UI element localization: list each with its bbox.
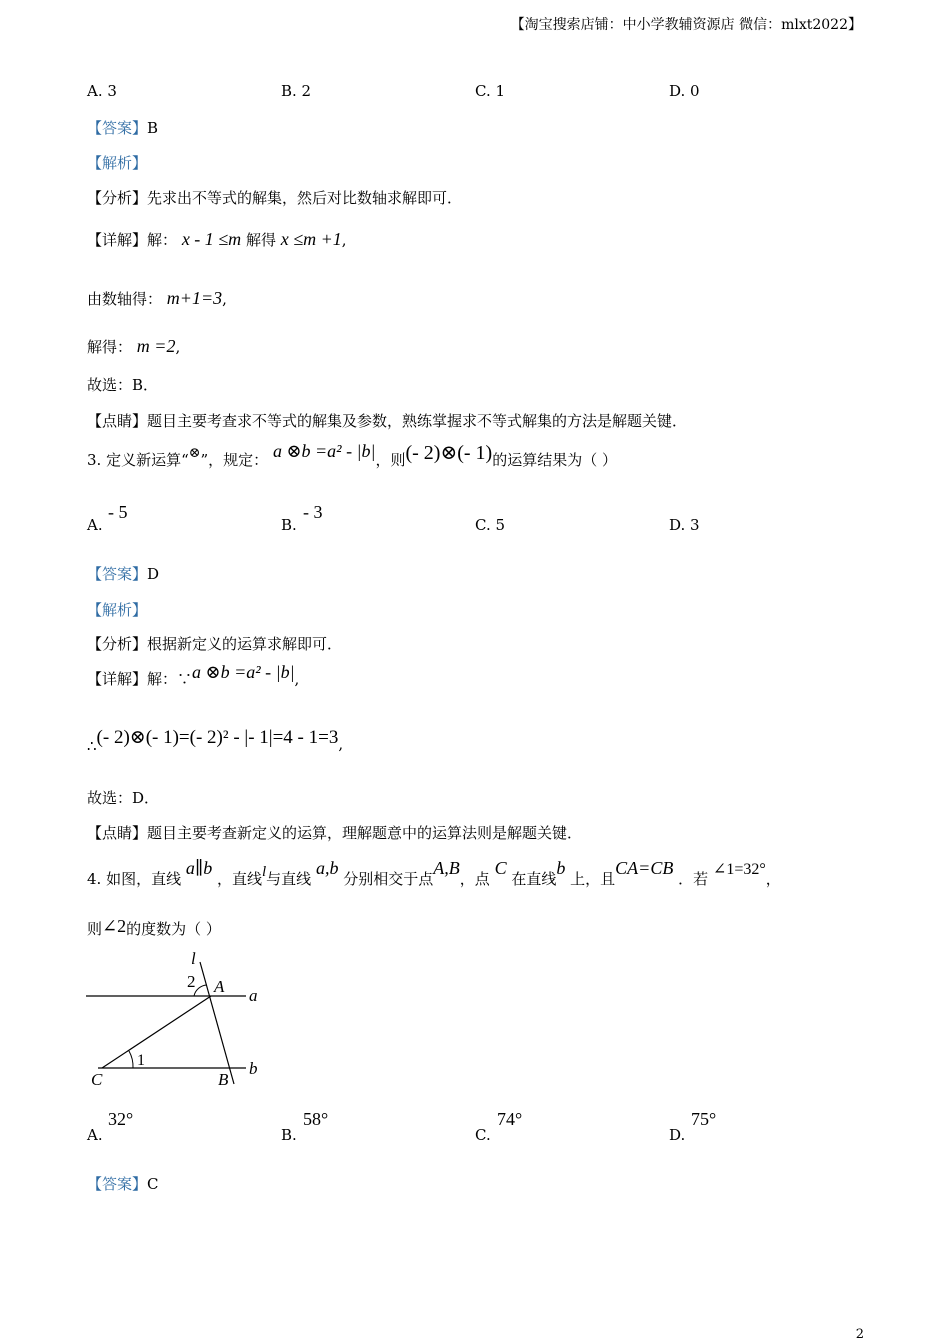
q2-choose: 故选：B． bbox=[87, 376, 159, 394]
segment-ca bbox=[102, 996, 211, 1068]
solve-math: m =2 bbox=[136, 336, 176, 356]
q3-calc-math: (- 2)⊗(- 1)=(- 2)² - |- 1|=4 - 1=3 bbox=[96, 727, 339, 748]
angle-2-arc bbox=[194, 985, 207, 996]
q4-math-l: l bbox=[262, 864, 267, 880]
q3-stem-a: 3. 定义新运算“ bbox=[87, 451, 189, 469]
inequality-math: x - 1 ≤m bbox=[181, 229, 242, 249]
fenxi-text: 根据新定义的运算求解即可． bbox=[147, 635, 343, 653]
q4-stem-a: 4. 如图，直线 bbox=[87, 870, 182, 888]
q4-option-c-value: 74° bbox=[497, 1109, 523, 1129]
q3-calc-line bbox=[87, 726, 344, 755]
angle-1-arc bbox=[129, 1051, 133, 1068]
label-angle-1: 1 bbox=[137, 1052, 145, 1069]
q4-stem-b: ，直线 bbox=[216, 870, 262, 888]
q4-stem-e: ，点 bbox=[459, 870, 490, 888]
q4-option-c-letter: C. bbox=[475, 1126, 491, 1144]
label-point-a: A bbox=[214, 977, 225, 996]
q3-answer bbox=[87, 563, 159, 584]
q3-option-b-value: - 3 bbox=[303, 502, 323, 522]
q4-option-a-value: 32° bbox=[108, 1109, 134, 1129]
axis-prefix: 由数轴得： bbox=[87, 290, 163, 308]
q3-option-c: C. 5 bbox=[475, 516, 506, 534]
q4-stem bbox=[87, 858, 781, 889]
label-point-b: B bbox=[218, 1070, 229, 1089]
q4-stem-d: 分别相交于点 bbox=[343, 870, 434, 888]
solve-prefix: 解得： bbox=[87, 338, 133, 356]
q4-option-d-value: 75° bbox=[691, 1109, 717, 1129]
q4-stem-h: ．若 bbox=[678, 870, 709, 888]
detail-end: , bbox=[294, 670, 300, 688]
q4-option-a-letter: A. bbox=[87, 1126, 103, 1144]
q4-answer bbox=[87, 1173, 159, 1194]
q2-analysis-tag: 【解析】 bbox=[87, 154, 148, 172]
answer-value: B bbox=[147, 119, 159, 137]
fenxi-tag: 【分析】 bbox=[87, 635, 148, 653]
q4-math-b: b bbox=[556, 858, 566, 878]
q3-choose: 故选：D． bbox=[87, 789, 160, 807]
q3-dianjing bbox=[87, 822, 582, 843]
q2-solve-line bbox=[87, 336, 180, 357]
q4-math-angle2: ∠2 bbox=[102, 916, 127, 936]
q4-stem-g: 上，且 bbox=[570, 870, 616, 888]
answer-tag: 【答案】 bbox=[87, 565, 148, 583]
q2-option-b: B. 2 bbox=[281, 82, 312, 100]
label-line-a: a bbox=[249, 986, 258, 1005]
q2-axis-line bbox=[87, 288, 227, 309]
q3-analysis-tag: 【解析】 bbox=[87, 601, 148, 619]
q2-option-c: C. 1 bbox=[475, 82, 506, 100]
detail-tag: 【详解】 bbox=[87, 670, 148, 688]
q4-math-points: A,B bbox=[433, 858, 460, 878]
q4-math-ab: a,b bbox=[315, 858, 339, 878]
q3-fenxi bbox=[87, 633, 342, 654]
detail-mid: 解得 bbox=[245, 231, 276, 249]
q4-option-b-value: 58° bbox=[303, 1109, 329, 1129]
page-number: 2 bbox=[855, 1327, 864, 1342]
label-point-c: C bbox=[91, 1070, 103, 1089]
therefore-symbol: ∴ bbox=[87, 737, 97, 755]
q4-option-d-letter: D. bbox=[669, 1126, 686, 1144]
q2-detail bbox=[87, 229, 347, 250]
dianjing-tag: 【点睛】 bbox=[87, 824, 148, 842]
q4-geometry-figure bbox=[80, 945, 280, 1095]
q4-line2-b: 的度数为（ ） bbox=[126, 920, 221, 938]
dianjing-tag: 【点睛】 bbox=[87, 412, 148, 430]
dianjing-text: 题目主要考查新定义的运算，理解题意中的运算法则是解题关键． bbox=[147, 824, 583, 842]
q4-math-angle1: ∠1=32° bbox=[712, 861, 766, 878]
dianjing-text: 题目主要考查求不等式的解集及参数，熟练掌握求不等式解集的方法是解题关键． bbox=[147, 412, 688, 430]
detail-prefix: 解：∵ bbox=[147, 670, 193, 688]
solution-math: x ≤m +1 bbox=[280, 229, 342, 249]
detail-tag: 【详解】 bbox=[87, 231, 148, 249]
label-line-b: b bbox=[249, 1059, 258, 1078]
page-header: 【淘宝搜索店铺：中小学教辅资源店 微信：mlxt2022】 bbox=[510, 17, 862, 33]
q2-dianjing bbox=[87, 410, 687, 431]
q2-answer bbox=[87, 117, 158, 138]
q4-line2-a: 则 bbox=[87, 920, 103, 938]
q3-stem bbox=[87, 441, 617, 471]
answer-tag: 【答案】 bbox=[87, 119, 148, 137]
q3-option-b-letter: B. bbox=[281, 516, 297, 534]
q3-option-a-letter: A. bbox=[87, 516, 103, 534]
detail-end: , bbox=[341, 231, 347, 249]
q2-option-d: D. 0 bbox=[669, 82, 700, 100]
q4-option-b-letter: B. bbox=[281, 1126, 297, 1144]
calc-end: , bbox=[338, 735, 344, 753]
axis-math: m+1=3 bbox=[166, 288, 223, 308]
q3-stem-d: 的运算结果为（ ） bbox=[492, 451, 617, 469]
q3-detail bbox=[87, 662, 300, 689]
answer-tag: 【答案】 bbox=[87, 1175, 148, 1193]
q4-math-parallel: a∥b bbox=[185, 858, 213, 878]
q2-option-a: A. 3 bbox=[87, 82, 117, 100]
q3-detail-math: a ⊗b =a² - |b| bbox=[192, 662, 295, 682]
q4-stem-i: ， bbox=[765, 870, 781, 888]
q3-stem-c: ，则 bbox=[375, 451, 406, 469]
otimes-symbol: ⊗ bbox=[188, 445, 201, 461]
q4-stem-f: 在直线 bbox=[511, 870, 557, 888]
q3-expression-math: (- 2)⊗(- 1) bbox=[405, 442, 493, 464]
fenxi-tag: 【分析】 bbox=[87, 189, 148, 207]
q2-fenxi bbox=[87, 187, 462, 208]
label-angle-2: 2 bbox=[187, 972, 196, 991]
q3-option-a-value: - 5 bbox=[108, 502, 128, 522]
q4-math-ca-cb: CA=CB bbox=[615, 858, 674, 878]
q3-definition-math: a ⊗b =a² - |b| bbox=[272, 441, 376, 461]
axis-end: , bbox=[222, 290, 227, 308]
detail-prefix: 解： bbox=[147, 231, 178, 249]
label-l: l bbox=[191, 949, 196, 968]
q3-option-d: D. 3 bbox=[669, 516, 700, 534]
q3-stem-b: ”，规定： bbox=[200, 451, 269, 469]
q4-stem-line2 bbox=[87, 918, 221, 939]
q4-stem-c: 与直线 bbox=[266, 870, 312, 888]
fenxi-text: 先求出不等式的解集，然后对比数轴求解即可． bbox=[147, 189, 463, 207]
q4-math-c: C bbox=[494, 858, 507, 878]
answer-value: C bbox=[147, 1175, 159, 1193]
answer-value: D bbox=[147, 565, 160, 583]
solve-end: , bbox=[175, 338, 181, 356]
